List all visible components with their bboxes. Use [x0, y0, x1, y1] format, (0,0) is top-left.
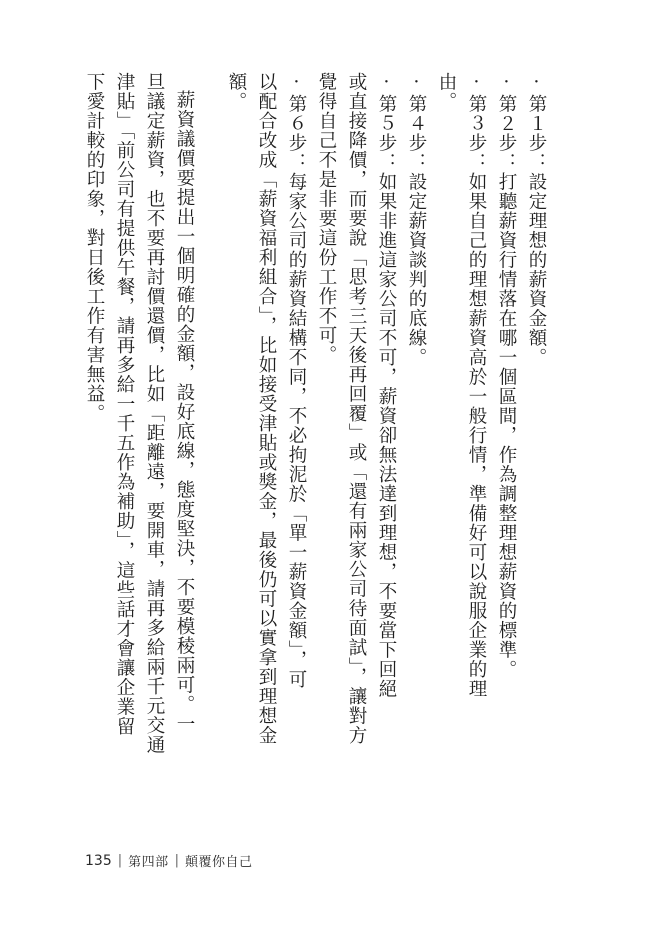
- step-6-line-3: 額。: [226, 72, 247, 111]
- footer-title: 顛覆你自己: [185, 855, 253, 870]
- step-3-line-1: [461, 72, 491, 832]
- paragraph-gap: [199, 72, 221, 832]
- paragraph-line-4: 下愛計較的印象，對日後工作有害無益。: [84, 72, 105, 423]
- step-5-line-3: 覺得自己不是非要這份工作不可。: [316, 72, 337, 365]
- step-3-text-1: 第３步：如果自己的理想薪資高於一般行情，準備好可以說服企業的理: [466, 94, 487, 699]
- step-2-bullet: ·: [496, 72, 517, 94]
- step-5-line-2: 或直接降價，而要說「思考三天後再回覆」或「還有兩家公司待面試」，讓對方: [346, 72, 367, 746]
- step-6-line-1: [281, 72, 311, 832]
- page-number: 135: [85, 852, 112, 869]
- step-5-line-1: [371, 72, 401, 832]
- step-1-line-1: [521, 72, 551, 832]
- step-6-bullet: ·: [286, 72, 307, 94]
- page-footer: [85, 851, 253, 870]
- page-body-text: [84, 72, 551, 832]
- step-4-bullet: ·: [406, 72, 427, 94]
- step-4-text: 第４步：設定薪資談判的底線。: [406, 94, 427, 367]
- footer-separator-2: |: [174, 853, 180, 868]
- footer-part: 第四部: [128, 855, 169, 870]
- paragraph-line-3: 津貼」「前公司有提供午餐，請再多給一千五作為補助」，這些話才會讓企業留: [114, 72, 135, 736]
- step-5-bullet: ·: [376, 72, 397, 94]
- step-5-text-1: 第５步：如果非進這家公司不可，薪資卻無法達到理想，不要當下回絕: [376, 94, 397, 699]
- paragraph-line-1: 薪資議價要提出一個明確的金額，設好底線，態度堅決，不要模稜兩可。一: [174, 90, 195, 734]
- step-2-text: 第２步：打聽薪資行情落在哪一個區間，作為調整理想薪資的標準。: [496, 94, 517, 679]
- step-1-text: 第１步：設定理想的薪資金額。: [526, 94, 547, 367]
- step-3-bullet: ·: [466, 72, 487, 94]
- step-1-bullet: ·: [526, 72, 547, 94]
- footer-separator-1: |: [117, 853, 123, 868]
- step-6-text-1: 第６步：每家公司的薪資結構不同，不必拘泥於「單一薪資金額」，可: [286, 94, 307, 690]
- paragraph-line-2: 旦議定薪資，也不要再討價還價，比如「距離遠，要開車，請再多給兩千元交通: [144, 72, 165, 755]
- step-2-line-1: [491, 72, 521, 832]
- step-4-line-1: [401, 72, 431, 832]
- step-3-line-2: 由。: [436, 72, 457, 111]
- step-6-line-2: 以配合改成「薪資福利組合」，比如接受津貼或獎金，最後仍可以實拿到理想金: [256, 72, 277, 746]
